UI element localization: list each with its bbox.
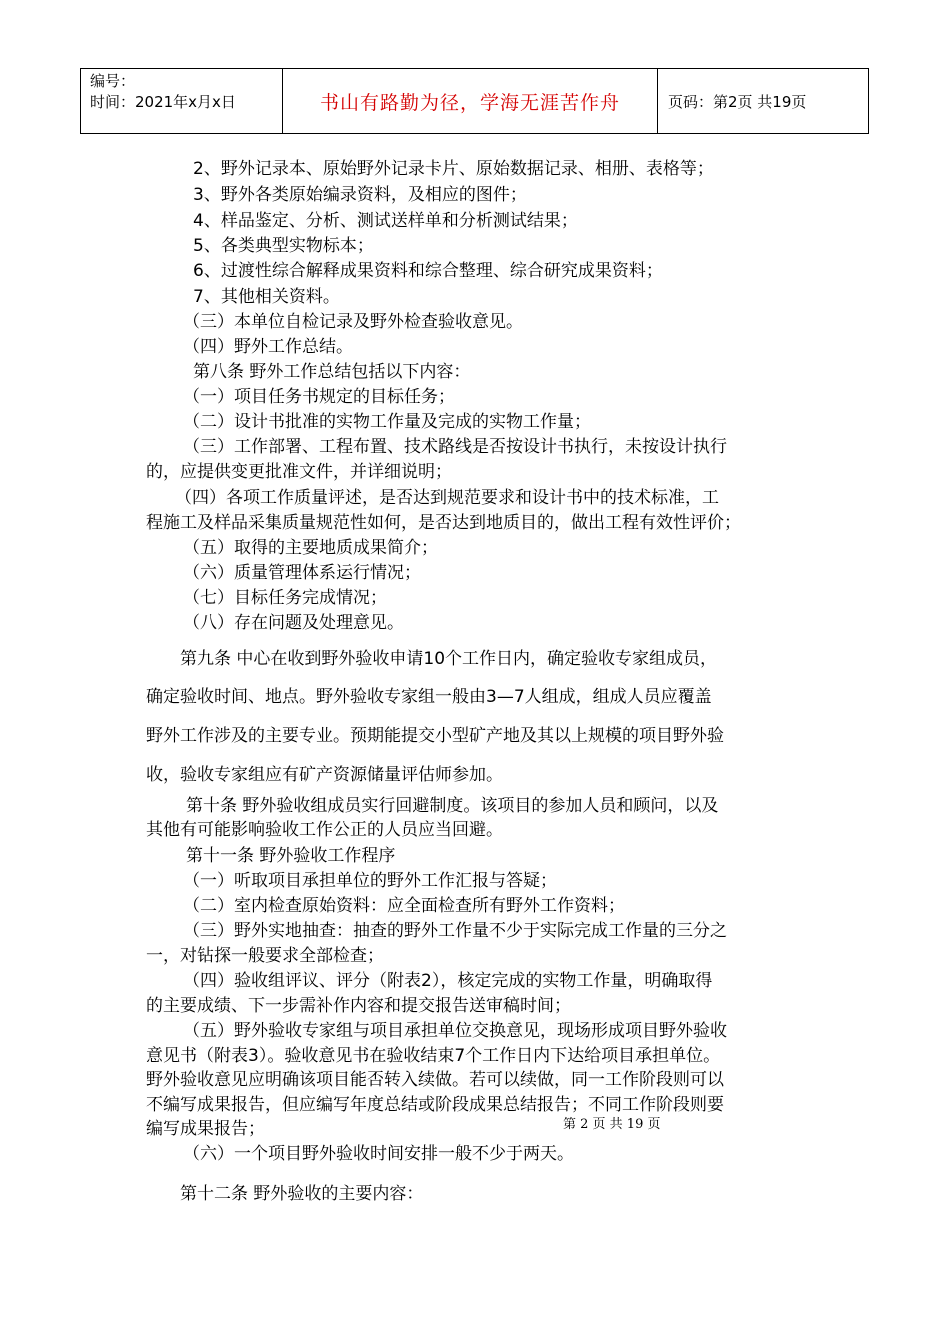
text-line: 5、各类典型实物标本；: [193, 236, 374, 256]
text-line: 第十条 野外验收组成员实行回避制度。该项目的参加人员和顾问，以及: [186, 796, 719, 816]
text-line: （一）项目任务书规定的目标任务；: [183, 387, 455, 407]
text-line: （六）一个项目野外验收时间安排一般不少于两天。: [183, 1144, 574, 1164]
date-line: 时间：2021年x月x日: [90, 93, 236, 111]
text-line: （一）听取项目承担单位的野外工作汇报与答疑；: [183, 871, 557, 891]
text-line: 一，对钻探一般要求全部检查；: [146, 946, 384, 966]
motto: 书山有路勤为径，学海无涯苦作舟: [283, 69, 658, 133]
text-line: （二）室内检查原始资料：应全面检查所有野外工作资料；: [183, 896, 625, 916]
text-line: 7、其他相关资料。: [193, 287, 340, 307]
text-line: （四）各项工作质量评述，是否达到规范要求和设计书中的技术标准，工: [175, 488, 719, 508]
text-line: （四）野外工作总结。: [183, 337, 353, 357]
text-line: 确定验收时间、地点。野外验收专家组一般由3—7人组成，组成人员应覆盖: [146, 687, 712, 707]
header-meta-cell: [81, 69, 283, 133]
text-line: （五）野外验收专家组与项目承担单位交换意见，现场形成项目野外验收: [183, 1021, 727, 1041]
text-line: 第八条 野外工作总结包括以下内容：: [193, 362, 471, 382]
text-line: 第十一条 野外验收工作程序: [186, 846, 396, 866]
text-line: 程施工及样品采集质量规范性如何，是否达到地质目的，做出工程有效性评价；: [146, 513, 741, 533]
text-line: 其他有可能影响验收工作公正的人员应当回避。: [146, 820, 503, 840]
text-line: （二）设计书批准的实物工作量及完成的实物工作量；: [183, 412, 591, 432]
text-line: （七）目标任务完成情况；: [183, 588, 387, 608]
text-line: （八）存在问题及处理意见。: [183, 613, 404, 633]
text-line: （三）本单位自检记录及野外检查验收意见。: [183, 312, 523, 332]
text-line: 第九条 中心在收到野外验收申请10个工作日内，确定验收专家组成员，: [180, 649, 718, 669]
page-footer: 第 2 页 共 19 页: [563, 1117, 661, 1132]
text-line: （五）取得的主要地质成果简介；: [183, 538, 438, 558]
text-line: 野外验收意见应明确该项目能否转入续做。若可以续做，同一工作阶段则可以: [146, 1070, 724, 1090]
text-line: 2、野外记录本、原始野外记录卡片、原始数据记录、相册、表格等；: [193, 159, 714, 179]
text-line: 3、野外各类原始编录资料，及相应的图件；: [193, 185, 527, 205]
text-line: 6、过渡性综合解释成果资料和综合整理、综合研究成果资料；: [193, 261, 663, 281]
text-line: 4、样品鉴定、分析、测试送样单和分析测试结果；: [193, 211, 578, 231]
text-line: 野外工作涉及的主要专业。预期能提交小型矿产地及其以上规模的项目野外验: [146, 726, 724, 746]
text-line: 的，应提供变更批准文件，并详细说明；: [146, 462, 452, 482]
text-line: 编写成果报告；: [146, 1119, 265, 1139]
text-line: （六）质量管理体系运行情况；: [183, 563, 421, 583]
text-line: （四）验收组评议、评分（附表2），核定完成的实物工作量，明确取得: [183, 971, 713, 991]
text-line: 收，验收专家组应有矿产资源储量评估师参加。: [146, 765, 503, 785]
text-line: 第十二条 野外验收的主要内容：: [180, 1184, 424, 1204]
text-line: 意见书（附表3）。验收意见书在验收结束7个工作日内下达给项目承担单位。: [146, 1046, 721, 1066]
number-label: 编号：: [90, 72, 136, 90]
text-line: （三）野外实地抽查：抽查的野外工作量不少于实际完成工作量的三分之: [183, 921, 727, 941]
page-code: 页码：第2页 共19页: [668, 92, 807, 111]
header-table: [80, 68, 869, 134]
text-line: 不编写成果报告，但应编写年度总结或阶段成果总结报告；不同工作阶段则要: [146, 1095, 724, 1115]
text-line: （三）工作部署、工程布置、技术路线是否按设计书执行，未按设计执行: [183, 437, 727, 457]
text-line: 的主要成绩、下一步需补作内容和提交报告送审稿时间；: [146, 996, 571, 1016]
